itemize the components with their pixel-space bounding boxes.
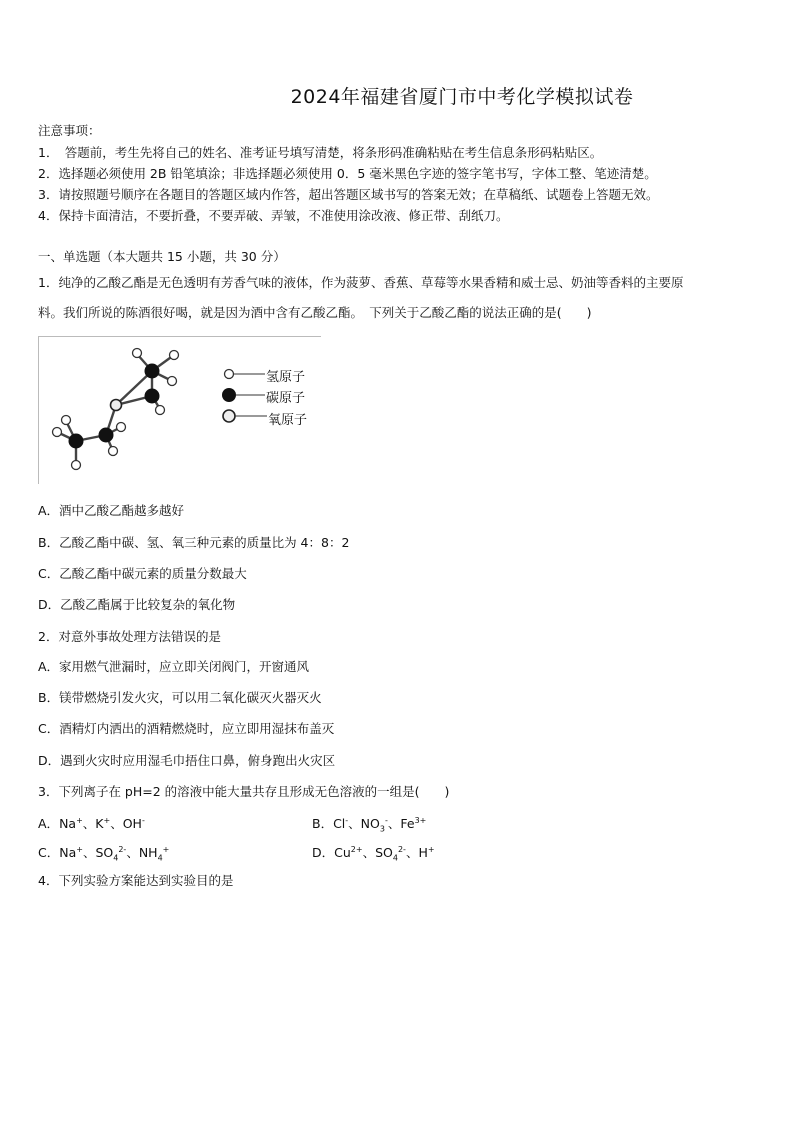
section-heading: 一、单选题（本大题共 15 小题，共 30 分） [38,249,286,264]
notice-heading: 注意事项： [38,123,101,138]
q3-option-b: B．Cl-、$NO_3^-$、$Fe^{3+}$ [312,815,427,834]
q2-option-b: B．镁带燃烧引发火灾，可以用二氧化碳灭火器灭火 [38,690,322,705]
q2-option-a: A．家用燃气泄漏时，应立即关闭阀门，开窗通风 [38,659,310,674]
q1-stem-line1: 1．纯净的乙酸乙酯是无色透明有芳香气味的液体，作为菠萝、香蕉、草莓等水果香精和威士忌、奶油等香料的主要原 [38,275,684,290]
q1-option-c: C．乙酸乙酯中碳元素的质量分数最大 [38,566,247,581]
legend-carbon: 碳原子 [266,391,306,406]
notice-item-3: 3．请按照题号顺序在各题目的答题区域内作答，超出答题区域书写的答案无效；在草稿纸、试题卷上答题无效。 [38,187,659,202]
q4-stem: 4．下列实验方案能达到实验目的是 [38,873,234,888]
q3-option-d: D．$Cu^{2+}$、$SO_4^{2-}$、H+ [312,844,435,863]
q2-option-d: D．遇到火灾时应用湿毛巾捂住口鼻，俯身跑出火灾区 [38,753,336,768]
page-title: 2024年福建省厦门市中考化学模拟试卷 [290,86,634,108]
q1-option-b: B．乙酸乙酯中碳、氢、氧三种元素的质量比为 4：8：2 [38,535,350,550]
hydrogen-legend-icon [225,370,234,379]
q1-option-a: A．酒中乙酸乙酯越多越好 [38,503,185,518]
notice-item-4: 4．保持卡面清洁，不要折叠，不要弄破、弄皱，不准使用涂改液、修正带、刮纸刀。 [38,208,509,223]
notice-item-2: 2．选择题必须使用 2B 铅笔填涂；非选择题必须使用 0．5 毫米黑色字迹的签字笔书写，字体工整、笔迹清楚。 [38,166,657,181]
notice-item-1: 1． 答题前，考生先将自己的姓名、准考证号填写清楚，将条形码准确粘贴在考生信息条形码粘贴区。 [38,145,603,160]
molecule-figure [38,336,321,484]
q1-stem-line2: 料。我们所说的陈酒很好喝，就是因为酒中含有乙酸乙酯。 下列关于乙酸乙酯的说法正确的是( ) [38,305,592,320]
q2-option-c: C．酒精灯内洒出的酒精燃烧时，应立即用湿抹布盖灭 [38,721,335,736]
q2-stem: 2．对意外事故处理方法错误的是 [38,629,221,644]
carbon-legend-icon [222,388,236,402]
q3-option-c: C．Na+、$SO_4^{2-}$、$NH_4^+$ [38,844,170,863]
legend-hydrogen: 氢原子 [266,370,306,385]
oxygen-legend-icon [223,410,235,422]
q1-option-d: D．乙酸乙酯属于比较复杂的氧化物 [38,597,236,612]
legend-oxygen: 氧原子 [268,413,308,428]
q3-stem: 3．下列离子在 pH=2 的溶液中能大量共存且形成无色溶液的一组是( ) [38,784,450,799]
q3-option-a: A．Na+、K+、OH- [38,815,145,831]
